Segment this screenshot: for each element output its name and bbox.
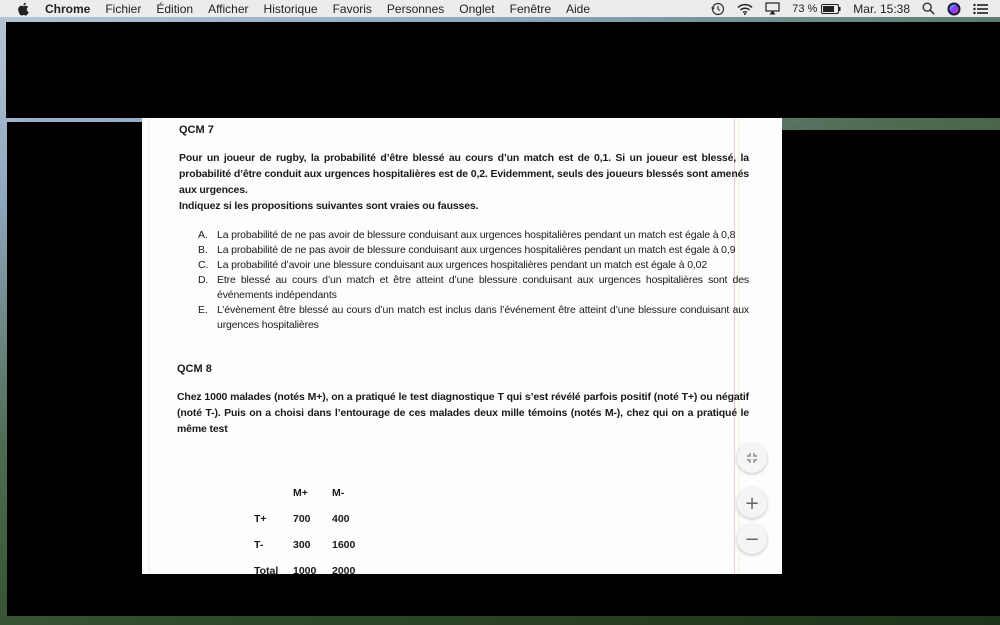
zoom-in-button[interactable]: + [737,488,767,518]
qcm8-section [179,363,749,437]
battery-percent: 73 % [792,2,818,15]
table-cell: 1000 [293,565,317,574]
menu-personnes[interactable]: Personnes [386,1,445,16]
fit-to-page-button[interactable] [737,443,767,473]
qcm8-title: QCM 8 [177,363,212,375]
qcm7-title: QCM 7 [179,124,214,136]
redaction-top [6,22,1000,118]
table-row [254,506,372,532]
table-row [254,558,372,574]
table-cell: 700 [293,513,311,525]
table-row [254,532,372,558]
option-text: La probabilité de ne pas avoir de blessure conduisant aux urgences hospitalières pendant un match est égale à 0,9 [217,244,736,256]
menu-fichier[interactable]: Fichier [105,1,142,16]
option-letter: D. [198,274,209,286]
qcm7-instruction: Indiquez si les propositions suivantes sont vraies ou fausses. [179,200,479,212]
option-letter: C. [198,259,209,271]
qcm8-stem: Chez 1000 malades (notés M+), on a pratiqué le test diagnostique T qui s’est révélé parfois positif (noté T+) ou négatif (noté T-). Puis on a choisi dans l’entourage de ces malades deux mille témoins (notés M-), chez qui on a pratiqué le même test [177,391,749,435]
table-cell: 1600 [332,539,356,551]
airplay-icon[interactable] [765,2,780,15]
document-content [179,124,749,437]
menu-edition[interactable]: Édition [156,1,194,16]
menu-fenetre[interactable]: Fenêtre [509,1,551,16]
table-header-row [254,480,372,506]
redaction-left [7,122,142,602]
option-letter: E. [198,304,208,316]
option-text: La probabilité d’avoir une blessure conduisant aux urgences hospitalières pendant un match est égale à 0,02 [217,259,708,271]
redaction-right [782,130,1000,602]
pdf-page [142,118,782,574]
option-text: La probabilité de ne pas avoir de blessure conduisant aux urgences hospitalières pendant un match est égale à 0,8 [217,229,736,241]
table-cell: 2000 [332,565,356,574]
status-area [711,0,1000,17]
qcm7-stem: Pour un joueur de rugby, la probabilité d’être blessé au cours d’un match est de 0,1. Si un joueur est blessé, la probabilité d’être conduit aux urgences hospitalières est de 0,2. Evidemment, seuls des joueurs blessés sont amenés aux urgences. [179,152,749,196]
menu-afficher[interactable]: Afficher [208,1,249,16]
option-c [198,258,749,273]
redaction-bottom [7,574,1000,616]
siri-icon[interactable] [947,2,961,16]
search-icon[interactable] [922,2,935,15]
time-machine-icon[interactable] [711,2,725,16]
macos-menu-bar [0,0,1000,17]
menu-chrome[interactable]: Chrome [45,1,91,16]
wifi-icon[interactable] [737,3,753,15]
table-header-cell: M- [332,487,345,499]
option-letter: A. [198,229,208,241]
menu-onglet[interactable]: Onglet [459,1,495,16]
option-d [198,273,749,303]
menu-aide[interactable]: Aide [566,1,591,16]
contingency-table [254,480,372,574]
table-cell: Total [254,565,279,574]
table-cell: T+ [254,513,267,525]
table-cell: T- [254,539,264,551]
battery-icon[interactable] [821,4,841,14]
menu-favoris[interactable]: Favoris [332,1,372,16]
option-e [198,303,749,333]
menu-historique[interactable]: Historique [263,1,318,16]
table-cell: 300 [293,539,311,551]
option-text: L’évènement être blessé au cours d’un match est inclus dans l’événement être atteint d’une blessure conduisant aux urgences hospitalières [217,304,749,331]
option-letter: B. [198,244,208,256]
table-header-cell: M+ [293,487,308,499]
option-a [198,228,749,243]
notification-center-icon[interactable] [973,3,988,15]
zoom-out-button[interactable]: − [737,524,767,554]
apple-logo-icon[interactable] [15,2,31,16]
qcm7-options [179,228,749,333]
page-edge [148,118,150,574]
option-b [198,243,749,258]
clock[interactable]: Mar. 15:38 [853,1,910,16]
table-cell: 400 [332,513,350,525]
fit-to-page-icon [746,448,758,469]
option-text: Etre blessé au cours d’un match et être atteint d’une blessure conduisant aux urgences hospitalières sont des événements indépendants [217,274,749,301]
